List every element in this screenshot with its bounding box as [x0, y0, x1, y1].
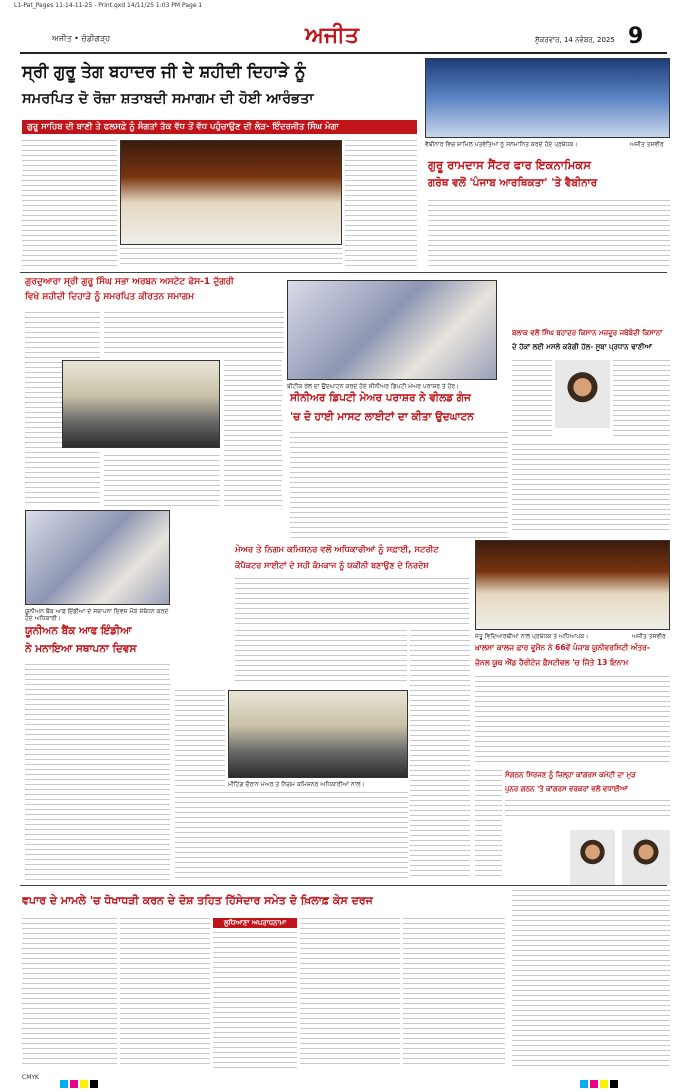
gurdwara-body-top	[104, 312, 284, 357]
mayor-headline-1: ਸੀਨੀਅਰ ਡਿਪਟੀ ਮੇਅਰ ਪਰਾਸ਼ਰ ਨੇ ਵੀਲਡ ਗੰਜ	[290, 392, 471, 404]
union-bank-body	[25, 664, 170, 880]
commissioner-headline-2: ਕੰਪੈਕਟਰ ਸਾਈਟਾਂ ਦੇ ਸਹੀ ਕੰਮਕਾਜ ਨੂੰ ਯਕੀਨੀ ਬਣਾਉਣ ਦੇ ਨਿਰਦੇਸ਼	[235, 561, 429, 570]
khalsa-body	[475, 676, 670, 764]
masthead-rule	[20, 52, 667, 54]
commissioner-headline-1: ਮੇਅਰ ਤੇ ਨਿਗਮ ਕਮਿਸ਼ਨਰ ਵਲੋਂ ਅਧਿਕਾਰੀਆਂ ਨੂੰ ਸਫ਼ਾਈ, ਸਟਰੀਟ	[235, 545, 439, 555]
union-bank-headline-1: ਯੂਨੀਅਨ ਬੈਂਕ ਆਫ ਇੰਡੀਆ	[25, 625, 132, 637]
edition-label: ਅਜੀਤ • ਚੰਡੀਗੜ੍ਹ	[52, 34, 111, 43]
fraud-body-col1	[22, 918, 117, 1068]
meeting-photo	[228, 690, 408, 778]
webinar-headline-1: ਗੁਰੂ ਰਾਮਦਾਸ ਸੈਂਟਰ ਫਾਰ ਇਕਨਾਮਿਕਸ	[428, 158, 591, 172]
lead-headline-2: ਸਮਰਪਿਤ ਦੋ ਰੋਜ਼ਾ ਸ਼ਤਾਬਦੀ ਸਮਾਗਮ ਦੀ ਹੋਈ ਆਰੰਭਤਾ	[22, 91, 314, 107]
print-slug: L1-Pat_Pages 11-14-11-25 - Print.qxd 14/11/25 1:03 PM Page 1	[14, 2, 203, 9]
fraud-body-col5	[403, 918, 505, 1068]
cmyk-label: CMYK	[22, 1074, 39, 1081]
mayor-headline-2: 'ਚ ਦੋ ਹਾਈ ਮਾਸਟ ਲਾਈਟਾਂ ਦਾ ਕੀਤਾ ਉਦਘਾਟਨ	[290, 411, 474, 423]
commissioner-body-bottom	[175, 792, 408, 880]
lead-body-col1-end	[22, 250, 117, 266]
webinar-photo-caption: ਵੈਬੀਨਾਰ ਵਿਚ ਸ਼ਾਮਿਲ ਪਤਵੰਤਿਆਂ ਨੂੰ ਸਨਮਾਨਿਤ ਕਰਦੇ ਹੋਏ ਪ੍ਰਬੰਧਕ।	[425, 141, 578, 148]
congress-body-bottom	[512, 890, 670, 1068]
meeting-photo-caption: ਮੀਟਿੰਗ ਦੌਰਾਨ ਮੇਅਰ ਤੇ ਨਿਗਮ ਕਮਿਸ਼ਨਰ ਅਧਿਕਾਰੀਆਂ ਨਾਲ।	[228, 781, 365, 788]
commissioner-body-left	[175, 690, 225, 790]
gurdwara-headline-1: ਗੁਰਦੁਆਰਾ ਸ੍ਰੀ ਗੁਰੂ ਸਿੰਘ ਸਭਾ ਅਰਬਨ ਅਸਟੇਟ ਫੇਸ-1 ਦੁੱਗਰੀ	[25, 277, 234, 287]
congress-headline-1: ਸੰਗਠਨ ਸਿਰਜਣ ਨੂੰ ਜ਼ਿਲ੍ਹਾ ਕਾਂਗਰਸ ਕਮੇਟੀ ਦਾ ਮੁੜ	[505, 771, 636, 779]
webinar-photo	[425, 58, 670, 138]
lead-headline-1: ਸ੍ਰੀ ਗੁਰੂ ਤੇਗ ਬਹਾਦਰ ਜੀ ਦੇ ਸ਼ਹੀਦੀ ਦਿਹਾੜੇ ਨੂੰ	[22, 62, 306, 81]
lead-body-col3	[345, 140, 417, 247]
commissioner-body-mid	[235, 630, 407, 685]
farmer-body-left	[512, 360, 552, 440]
commissioner-body-top	[235, 578, 469, 626]
farmer-portrait	[555, 360, 610, 428]
page-number: 9	[628, 24, 644, 49]
webinar-headline-2: ਗਰੋਥ ਵਲੋਂ 'ਪੰਜਾਬ ਆਰਥਿਕਤਾ' 'ਤੇ ਵੈਬੀਨਾਰ	[428, 177, 598, 189]
union-bank-photo-caption: ਯੂਨੀਅਨ ਬੈਂਕ ਆਫ ਇੰਡੀਆ ਦੇ ਸਥਾਪਨਾ ਦਿਵਸ ਮੌਕੇ ਸੰਬੋਧਨ ਕਰਦੇ ਹੋਏ ਅਧਿਕਾਰੀ।	[25, 608, 169, 622]
union-bank-photo	[25, 510, 170, 605]
khalsa-photo-credit: ਅਜੀਤ ਤਸਵੀਰ	[632, 633, 666, 640]
commissioner-body-right	[410, 630, 470, 880]
gurdwara-body-bottom	[104, 455, 220, 508]
farmer-headline-2: ਦੇ ਹੱਕਾਂ ਲਈ ਮਸਲੇ ਕਰੇਗੀ ਹੱਲ- ਸੂਬਾ ਪ੍ਰਧਾਨ ਢਾਣੀਆਂ	[512, 343, 652, 351]
mayor-photo	[287, 280, 497, 380]
lead-body-col3-end	[345, 250, 417, 266]
union-bank-headline-2: ਨੇ ਮਨਾਇਆ ਸਥਾਪਨਾ ਦਿਵਸ	[25, 643, 137, 655]
bottom-divider	[20, 885, 667, 886]
mayor-photo-caption: ਬੀਟੀਕ ਰੇਲ ਦਾ ਉਦਘਾਟਨ ਕਰਦੇ ਹੋਏ ਸੀਨੀਅਰ ਡਿਪਟੀ ਮੇਅਰ ਪਰਾਸ਼ਰ ਤੇ ਹੋਰ।	[287, 383, 460, 390]
farmer-body-bottom	[512, 444, 670, 534]
congress-body-top	[505, 800, 670, 820]
lead-subhead-banner: ਗੁਰੂ ਸਾਹਿਬ ਦੀ ਬਾਣੀ ਤੇ ਫਲਸਫ਼ੇ ਨੂੰ ਸੰਗਤਾਂ ਤੱਕ ਵੱਧ ਤੋਂ ਵੱਧ ਪਹੁੰਚਾਉਣ ਦੀ ਲੋੜ- ਇੰਦਰਜੀਤ ਸਿੰਘ ਮੋਗਾ	[22, 120, 417, 134]
lead-body-col1	[22, 140, 117, 247]
color-registration-bar-right	[580, 1073, 620, 1092]
congress-portrait-2	[622, 830, 670, 885]
congress-headline-2: ਪੁਨਰ ਗਠਨ 'ਤੇ ਕਾਂਗਰਸ ਵਰਕਰਾਂ ਵਲੋਂ ਵਧਾਈਆਂ	[505, 785, 628, 793]
fraud-body-col3	[213, 932, 297, 1068]
congress-body-left	[475, 770, 502, 880]
webinar-body	[428, 200, 670, 268]
fraud-body-col2	[120, 918, 210, 1068]
crime-column-logo: ਲੁਧਿਆਣਾ ਅਪਰਾਧਨਾਮਾ	[213, 918, 297, 928]
lead-body-under-photo	[120, 248, 342, 266]
khalsa-photo-caption: ਜੇਤੂ ਵਿਦਿਆਰਥੀਆਂ ਨਾਲ ਪ੍ਰਬੰਧਕ ਤੇ ਅਧਿਆਪਕ।	[475, 633, 589, 640]
masthead-logo: ਅਜੀਤ	[305, 23, 359, 48]
khalsa-headline-2: ਜ਼ੋਨਲ ਯੂਥ ਐਂਡ ਹੈਰੀਟੇਜ ਫ਼ੈਸਟੀਵਲ 'ਚ ਜਿੱਤੇ 13 ਇਨਾਮ	[475, 658, 629, 667]
fraud-headline: ਵਪਾਰ ਦੇ ਮਾਮਲੇ 'ਚ ਧੋਖਾਧੜੀ ਕਰਨ ਦੇ ਦੋਸ਼ ਤਹਿਤ ਹਿੱਸੇਦਾਰ ਸਮੇਤ ਦੋ ਖ਼ਿਲਾਫ਼ ਕੇਸ ਦਰਜ	[22, 894, 373, 907]
fraud-body-col4	[300, 918, 400, 1068]
lead-photo-sangat	[120, 140, 342, 245]
farmer-body-right	[613, 360, 670, 440]
mayor-body	[290, 432, 508, 540]
section-divider	[20, 272, 667, 273]
color-registration-bar	[60, 1073, 100, 1092]
gurdwara-headline-2: ਵਿਖੇ ਸ਼ਹੀਦੀ ਦਿਹਾੜੇ ਨੂੰ ਸਮਰਪਿਤ ਕੀਰਤਨ ਸਮਾਗਮ	[25, 292, 195, 302]
khalsa-photo	[475, 540, 670, 630]
khalsa-headline-1: ਖ਼ਾਲਸਾ ਕਾਲਜ ਫ਼ਾਰ ਵੂਮੈਨ ਨੇ 66ਵੇਂ ਪੰਜਾਬ ਯੂਨੀਵਰਸਿਟੀ ਅੰਤਰ-	[475, 643, 650, 652]
gurdwara-photo	[62, 360, 220, 448]
farmer-headline-1: ਬਲਾਕ ਵਲੋਂ ਸਿੰਘ ਬਹਾਦਰ ਕਿਸਾਨ ਮਜ਼ਦੂਰ ਜਥੇਬੰਦੀ ਕਿਸਾਨਾਂ	[512, 329, 663, 337]
congress-portrait-1	[570, 830, 615, 885]
webinar-photo-credit: ਅਜੀਤ ਤਸਵੀਰ	[630, 141, 664, 148]
gurdwara-body-col3	[224, 360, 282, 508]
page-date: ਸ਼ੁੱਕਰਵਾਰ, 14 ਨਵੰਬਰ, 2025	[535, 36, 615, 44]
